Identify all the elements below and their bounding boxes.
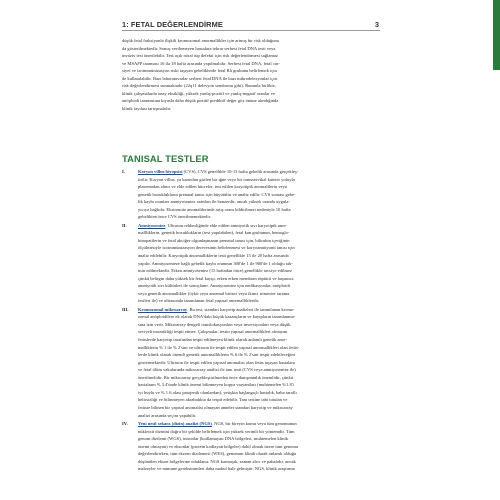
item-line: lerde klinik olarak önemli genetik anormalliklerin % 6 ile % 2'sini tespit edebileceğini [138, 352, 295, 358]
item-line: genom dizilemi (WGS), intronlar (kodlamayan DNA bölgeleri, muhtemelen klinik [138, 436, 289, 442]
item-term: Yeni nesil sekans (dizin) analizi (NGS) [138, 421, 212, 427]
item-first-line [138, 420, 380, 428]
item-line: fetüste bilinen bir yapısal anomalisi olmayan anneler standart karyotip ve mikroarray [138, 404, 293, 410]
item-line: tirilir. Koryon villus, ya karından girilen bir iğne veya bir transservikal kateter yoluyla [138, 176, 295, 182]
item-line: yıcıya bağlıdır. Ekstremite anomalilerinde artış oranı bildirilmeri nedeniyle 10 hafta [138, 206, 291, 212]
item-line: değerlendirirken, tüm ekzom dizilemesi (WES), genomun klinik olarak anlamlı olduğu [138, 451, 297, 457]
section-title: TANISAL TESTLER [122, 153, 209, 164]
intro-line: invaziv test önerilebilir. Test açık nöral tüp defekti için risk değerlendirmesi sağlamaz [122, 53, 278, 59]
item-line: nükleotit dizinini doğru bir şekilde belirlemek için yüksek verimli bir yöntemdir. Tüm [138, 428, 295, 434]
chapter-title: 1: FETAL DEĞERLENDİRME [122, 20, 223, 29]
item-first-line [138, 306, 380, 314]
item-line: genetik bozuklukların prenatal tanısı için büyütülür ve analiz edilir. CVS sonrası gebe- [138, 191, 296, 197]
item-line: ve fetal ölüm vakalarında mikroarray analizi ile tanı testi (CVS veya amniyosentez ile) [138, 367, 296, 373]
item-numeral: III. [122, 306, 129, 312]
intro-line: anöploidi taramasına kıyasla daha düşük pozitif prediktif değer göz önüne alındığında [122, 98, 279, 104]
intro-paragraph [122, 37, 380, 112]
item-line: malzeyler ve numune gereksinimleri daha makul hale gelmiştir. NGS, klinik araştırma [138, 466, 295, 472]
item-term: Amniyosentez [138, 222, 166, 228]
item-line: belirsizliği ve bilinmeyen akrabalıkta da tespit edebilir. Tanı testine tabi tutulan ve [138, 397, 288, 403]
item-term: Koryon villus biyopsisi [138, 169, 183, 174]
item-numeral: I. [122, 169, 125, 174]
item-line: yapılır. Amniyosenteze bağlı gebelik kaybı oranının 300'de 1 ile 900'de 1 olduğu tah- [138, 260, 293, 266]
item-first-line [138, 222, 380, 230]
chapter-tab [493, 0, 500, 70]
item-line: gebelikten önce CVS önerilmemektedir. [138, 214, 211, 220]
item-first-text: . NGS, bir bireyin kumu veya tüm genomunun [211, 421, 297, 427]
item-line: amniyotik sıvı kültürleri ile sonuçlanır. Amniyosentez için endikasyonlar, anöploidi [138, 283, 290, 289]
page-number: 3 [374, 20, 379, 29]
item-first-text: . Ultrason rehberliğinde elde edilen amniyotik sıvı karyotipik anor- [165, 222, 288, 228]
item-line: iyi huylu ve % 1.6 olası patojenik olanlardan), yetişkin başlangıçlı hastalık, baba taraflı [138, 389, 297, 395]
item-line: hastaların % 3.4'ünde klinik önemi bilinmeyen kopya varyantları (muhtemelen %1.8'i [138, 382, 294, 388]
test-list [122, 168, 380, 473]
intro-line: da gösterilmektedir. Sonuç verilemeyen hastalara tekrar serbest fetal DNA testi veya [122, 45, 276, 51]
item-line: ölçülmesiyle izoimmünizasyon derecesinin belirlenmesi ve koryoamniyonit tanısı için [138, 245, 295, 251]
list-item [122, 168, 380, 221]
item-first-text: . Bu test, standart karyotip analizleri ile tanımlanan kromo- [187, 306, 295, 312]
item-line: plasentadan alınır ve elde edilen hücreler, test edilen karyotipik anomalilerin veya [138, 184, 287, 190]
item-line: önemi olmayan) ve eksonlar (protein kodlayan bölgeler) dahil olmak üzere tüm genomu [138, 443, 299, 449]
item-numeral: IV. [122, 421, 128, 427]
item-line: mallliklerin, genetik bozuklukların (test yapılabilen), fetal kan grubunun, hemoglo- [138, 230, 290, 236]
item-line: veya genetik anormallikler (öykü veya anormal birinci veya ikinci trimester tarama [138, 290, 290, 296]
list-item [122, 222, 380, 305]
item-line: analiz edilebilir. Karyotipik anormalliklerin testi genellikle 15 ile 20 hafta arasında [138, 253, 289, 259]
item-first-line [138, 168, 380, 176]
intro-line: ve MSAFP taraması 16 ila 18 hafta arasında yapılmalıdır. Serbest fetal DNA, fetal cin- [122, 60, 280, 66]
intro-line: klinik faydası tartışmalıdır. [122, 105, 172, 111]
item-line: malliklerin % 1 ile % 2'sini ve ultrason ile tespit edilen yapısal anormallikleri olan fetüs- [138, 344, 300, 350]
item-line: min edilmektedir. Erken amniyosentez (15 haftadan önce) genellikle tavsiye edilmez [138, 268, 293, 274]
intro-line: klinik çalışmalarda onay eksikliği, yüksek yanlış-pozitif ve yanlış-negatif oranlar ve [122, 90, 276, 96]
item-line: fetüslerde karyotip tarafından tespit edilmeyen klinik olarak anlamlı genetik anor- [138, 337, 288, 343]
item-line: önerilmelidir. Bir mikroarray gerçekleştirilmeden önce danışmanlık önemlidir, çünkü [138, 374, 293, 380]
item-line: testleri ile) ve ultrasonda tanımlanan fetal yapısal anormalliklerdir. [138, 298, 260, 304]
list-item [122, 420, 380, 473]
intro-line: siyet ve izoimmünizasyon riski taşıyan gebeliklerde fetal Rh grubunu belirlemek için [122, 68, 277, 74]
intro-line: de kullanılabilir. Bazı laboratuvarlar serbest fetal DNA ile bazı mikrodelesyonlar için [122, 75, 277, 81]
intro-line: risk değerlendirmesi sunmaktadır (22q11 delesyon sendromu gibi). Bununla birlikte, [122, 83, 276, 89]
item-line: lik kaybı oranları amniyosentez oranları ile benzerdir, ancak yüksek oranda uygula- [138, 199, 290, 205]
list-item [122, 306, 380, 419]
item-line: zomal anöploidilere ek olarak DNA'daki küçük kazançların ve kayıpların tanımlanma- [138, 314, 296, 320]
item-numeral: II. [122, 222, 127, 228]
item-line: seviyeli mozaikliği tespit etmez. Çalışmalar, testin yapısal anormallikleri olmayan [138, 329, 288, 335]
item-line: analizi arasında seçim yapabilir. [138, 412, 197, 418]
page-header [122, 19, 380, 31]
intro-line: düşük fetal fraksiyonla ilişkili kromozomal anormallikler için artmış bir risk olduğuna [122, 38, 279, 43]
item-line: çünkü belirgin daha yüksek bir fetal kayıp, erken erken membran rüptürü ve başarısız [138, 275, 294, 281]
item-term: Kromozomal mikroarray [138, 306, 188, 312]
item-line: sına izin verir. Mikroarray dengeli translokasyonları veya inversiyonları veya düşük [138, 321, 291, 327]
item-line: düşünülen ekson bölgelerine odaklanır. NGS karmaşık, zaman alıcı ve pahalıdır, ancak [138, 458, 296, 464]
item-line: göstermektedir. Ultrason ile tespit edilen yapısal anomalisi olan fetüs taşıyan hastalara [138, 359, 295, 365]
item-line: binopatilerin ve fetal akciğer olgunlaşmanın prenatal tanısı için, bilirubin içeriğinin [138, 237, 290, 243]
item-first-text: (CVS). CVS genellikle 10-13 hafta gebelik arasında gerçekleş- [182, 169, 299, 174]
